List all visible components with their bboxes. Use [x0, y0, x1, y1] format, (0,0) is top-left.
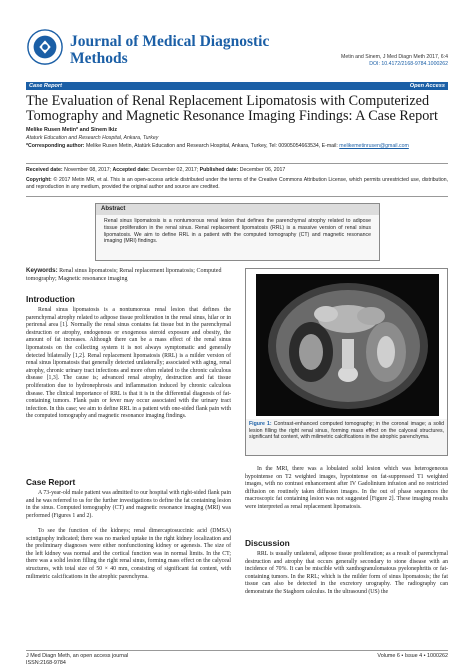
- doi-link[interactable]: DOI: 10.4172/2168-9784.1000262: [369, 61, 448, 67]
- accepted-label: Accepted date:: [112, 167, 150, 173]
- corr-text: Melike Rusen Metin, Atatürk Education and Research Hospital, Ankara, Turkey, Tel: 00905054663534, E-mail:: [85, 143, 338, 149]
- divider: [26, 163, 448, 164]
- discussion-text: RRL is usually unilateral, adipose tissue proliferation; as a result of parenchymal destruction and atrophy that occurs generally secondary to stone disease with an incidence of 70%. It can be miscible with xanthogranulomatous pyelonephritis or fat-containing tumors. In the RRL; which is the milder form of sinus lipomatosis; the fat tissue can also be detected in the excretory urography. The radiography can demonstrate the Staghorn calculus. In the ultrasound (US) the: [245, 551, 448, 595]
- discussion-heading: Discussion: [245, 538, 290, 548]
- case-report-text-2: To see the function of the kidneys; renal dimercaptosuccinic acid (DMSA) scintigraphy indicated; there was no marked uptake in the right kidney localization and the preliminary diagnoses were either nonfunctioning kidney or agenesis. The size of the left kidney was normal and the cortical function was in normal limits. In the CT; there was a solid lesion filling the right renal sinus, forming mass effect on the calyceal structures, with total size of 50 × 40 mm, consisting of significant fat content, with milimetric calcifications in the atrophic parenchyma.: [26, 528, 231, 580]
- mri-findings-text: In the MRI, there was a lobulated solid lesion which was heterogeneous hypointense on T2 weighted images, hypointense on fat-suppressed T1 weighted images, with no contrast enhancement after IV Gadolinium infusion and no restricted diffusion on routinely taken diffusion images. In the out of phase sequences the macroscopic fat containing lesion was not suggested [Figure 2]. These imaging results were interpreted as renal replacement lipomatosis.: [245, 466, 448, 510]
- divider: [26, 196, 448, 197]
- abstract-heading: Abstract: [96, 204, 379, 215]
- journal-logo: [26, 28, 64, 66]
- figure-1-caption: [245, 419, 448, 456]
- footer-journal: J Med Diagn Meth, an open access journal: [26, 653, 129, 659]
- affiliation: Ataturk Education and Research Hospital, Ankara, Turkey: [26, 135, 159, 141]
- citation-block: [341, 54, 448, 68]
- citation: Metin and Sinem, J Med Diagn Meth 2017, 6:4: [341, 54, 448, 60]
- copyright: [26, 177, 448, 191]
- corresponding-author: [26, 143, 448, 150]
- introduction-heading: Introduction: [26, 294, 75, 304]
- footer-left: [26, 653, 128, 667]
- keywords: [26, 267, 231, 283]
- authors: Melike Rusen Metin* and Sinem Ikiz: [26, 127, 118, 133]
- published-date: December 06, 2017: [239, 167, 286, 173]
- email-link[interactable]: melikemetinrusen@gmail.com: [339, 143, 409, 149]
- footer-issn: ISSN:2168-9784: [26, 660, 66, 666]
- published-label: Published date:: [199, 167, 239, 173]
- figure-label[interactable]: Figure 1:: [249, 421, 272, 427]
- copyright-text: © 2017 Metin MR, et al. This is an open-access article distributed under the terms of the Creative Commons Attribution License, which permits unrestricted use, distribution, and reproduction in any medium, provided the original author and source are credited.: [26, 177, 448, 190]
- corr-label: *Corresponding author:: [26, 143, 85, 149]
- dates: [26, 167, 285, 173]
- case-report-heading: Case Report: [26, 477, 76, 487]
- journal-title[interactable]: Journal of Medical Diagnostic Methods: [70, 33, 270, 67]
- received-date: November 08, 2017;: [64, 167, 112, 173]
- footer-volume: Volume 6 • Issue 4 • 1000262: [377, 653, 448, 659]
- copyright-label: Copyright:: [26, 177, 52, 183]
- case-report-text: A 73-year-old male patient was admitted to our hospital with right-sided flank pain and he was referred to us for the further investigations to define the fat containing lesion in the sinus. Computed tomography (CT) and magnetic resonance imaging (MRI) was performed (Figures 1 and 2).: [26, 490, 231, 519]
- article-type: Case Report: [29, 83, 62, 89]
- figure-1-image[interactable]: [245, 268, 448, 420]
- received-label: Received date:: [26, 167, 63, 173]
- abstract-box: [95, 203, 380, 261]
- introduction-text: Renal sinus lipomatosis is a nontumorous renal lesion that defines the parenchymal atrophy related to adipose tissue proliferation in the renal sinus, hilar or in perirenal area [1]. Normally the renal sinus contains fat tissue but in the parenchymal destruction or atrophy, endogenous or exogenous steroid exposure and obesity, the amount of fat increases. Although there can be a mass effect of the renal sinus lipomatosis on the collecting system it is not always symptomatic and generally detected bilaterally [1,2]. Renal replacement lipomatosis (RRL) is a milder version of renal sinus lipomatosis that generally detected unilaterally; associated with aging, renal atrophy, chronic urinary tract infections and more often related to the chronic calculous disease [1,3]. The cause is; advanced renal atrophy, destruction and fat tissue proliferation due to hydronephrosis and inflammation induced by chronic calculous disease. The clinical importance of RRL is that it is in the differential diagnosis of fat-containing tumors. Flank pain or fever may occur associated with the urinary tract infection. In this case; we aim to define RRL in a patient with one-sided flank pain with the computed tomography and magnetic resonance imaging findings.: [26, 307, 231, 420]
- paper-title: The Evaluation of Renal Replacement Lipomatosis with Computerized Tomography and Magnetic Resonance Imaging Findings: A Case Report: [26, 93, 438, 124]
- open-access-label: Open Access: [409, 83, 445, 89]
- keywords-label: Keywords:: [26, 267, 58, 274]
- article-type-banner: [26, 82, 448, 90]
- keywords-text: Renal sinus lipomatosis; Renal replacement lipomatosis; Computed tomography; Magnetic resonance imaging: [26, 268, 222, 282]
- footer-divider: [26, 650, 448, 651]
- abstract-text: Renal sinus lipomatosis is a nontumorous renal lesion that defines the parenchymal atrophy related to adipose tissue proliferation in the renal sinus. Renal replacement lipomatosis (RRL) is a massive version of renal sinus lipomatosis. We aim to define RRL in a patient with the computed tomography (CT) and magnetic resonance imaging (MRI) findings.: [104, 218, 371, 245]
- ct-scan-image: [256, 274, 439, 416]
- accepted-date: December 02, 2017;: [151, 167, 199, 173]
- figure-caption-text: Contrast-enhanced computed tomography; in the coronal image; a solid lesion filling the right renal sinus, forming mass effect on the calyceal structures, significant fat content, with milimetric calcifications in the atrophic parenchyma.: [249, 421, 444, 441]
